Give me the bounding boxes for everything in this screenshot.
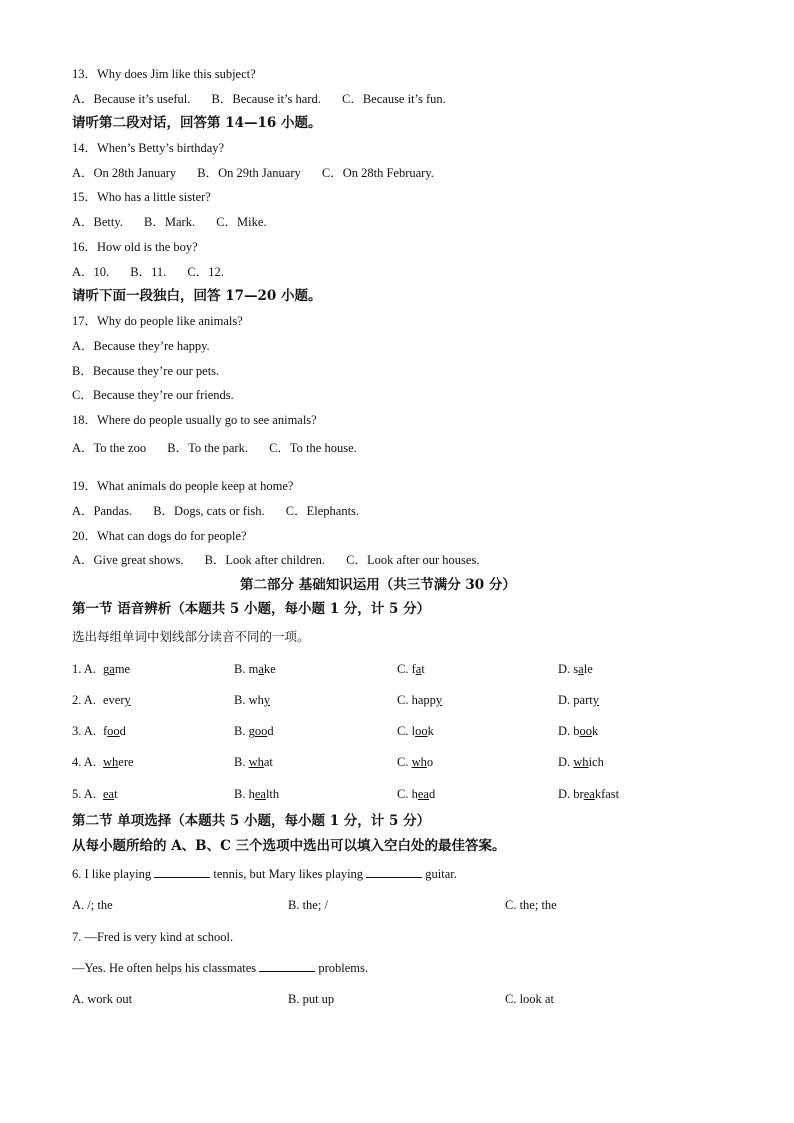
question-16-stem: 16．How old is the boy?	[72, 240, 198, 254]
phonics-option-a: every	[103, 693, 131, 707]
underlined-letters: a	[258, 662, 264, 676]
option-c: C．To the house.	[269, 441, 357, 455]
phonics-option-d: D. which	[558, 755, 604, 769]
question-14-options	[72, 165, 434, 181]
section-2-title: 第二节 单项选择（本题共 5 小题，每小题 1 分，计 5 分）	[72, 813, 431, 829]
underlined-letters: ea	[254, 787, 266, 801]
option-b: B．On 29th January	[197, 166, 301, 180]
underlined-letters: y	[435, 693, 443, 707]
question-18-options	[72, 440, 357, 456]
phonics-option-a: food	[103, 724, 126, 738]
phonics-option-a: where	[103, 755, 134, 769]
option-c: C. the; the	[505, 898, 557, 912]
phonics-option-b: B. good	[234, 724, 274, 738]
question-7-stem: 7. —Fred is very kind at school.	[72, 930, 234, 944]
underlined-letters: a	[578, 662, 584, 676]
phonics-option-b: B. make	[234, 662, 276, 676]
underlined-letters: y	[592, 693, 599, 707]
underlined-letters: wh	[248, 755, 264, 769]
phonics-number: 5. A.	[72, 787, 96, 801]
option-c: C．On 28th February.	[321, 166, 434, 180]
stem-part: guitar.	[422, 867, 457, 881]
underlined-letters: ea	[583, 787, 595, 801]
phonics-option-c: C. who	[397, 755, 434, 769]
option-a: A. /; the	[72, 898, 113, 912]
phonics-option-a: game	[103, 662, 131, 676]
phonics-option-c: C. head	[397, 787, 436, 801]
part-title: 第二部分 基础知识运用（共三节满分 30 分）	[240, 577, 516, 593]
stem-part: —Yes. He often helps his classmates	[72, 961, 260, 975]
phonics-option-d: D. book	[558, 724, 599, 738]
underlined-letters: y	[263, 693, 271, 707]
answer-blank	[259, 961, 315, 972]
phonics-number: 3. A.	[72, 724, 96, 738]
question-19-options	[72, 503, 359, 519]
phonics-number: 4. A.	[72, 755, 96, 769]
phonics-option-c: C. fat	[397, 662, 425, 676]
phonics-number: 1. A.	[72, 662, 96, 676]
underlined-letters: wh	[411, 755, 427, 769]
phonics-option-c: C. happy	[397, 693, 443, 707]
section-heading: 请听下面一段独白，回答 17—20 小题。	[72, 288, 322, 304]
answer-blank	[366, 867, 422, 878]
phonics-number: 2. A.	[72, 693, 96, 707]
phonics-option-d: D. breakfast	[558, 787, 620, 801]
option-b: B．Mark.	[144, 215, 196, 229]
underlined-letters: oo	[415, 724, 428, 738]
underlined-letters: wh	[573, 755, 589, 769]
underlined-letters: oo	[254, 724, 268, 738]
question-13-stem: 13．Why does Jim like this subject?	[72, 67, 256, 81]
stem-part: 6. I like playing	[72, 867, 155, 881]
underlined-letters: wh	[103, 755, 119, 769]
phonics-option-b: B. what	[234, 755, 273, 769]
option-a: A. work out	[72, 992, 133, 1006]
option-c: C．12.	[187, 265, 224, 279]
section-heading: 请听第二段对话，回答第 14—16 小题。	[72, 115, 322, 131]
phonics-option-d: D. party	[558, 693, 599, 707]
option-b: B．Because it’s hard.	[211, 92, 321, 106]
phonics-option-b: B. health	[234, 787, 280, 801]
underlined-letters: a	[415, 662, 422, 676]
option-a: A．To the zoo	[72, 441, 147, 455]
question-19-stem: 19．What animals do people keep at home?	[72, 479, 294, 493]
option-c: C. look at	[505, 992, 554, 1006]
option-a: A．Betty.	[72, 215, 123, 229]
option-b: B. the; /	[288, 898, 328, 912]
question-20-stem: 20．What can dogs do for people?	[72, 529, 247, 543]
underlined-letters: oo	[579, 724, 593, 738]
underlined-letters: y	[124, 693, 131, 707]
question-16-options	[72, 264, 224, 280]
option-c: C．Because they’re our friends.	[72, 388, 234, 402]
option-a: A．Because they’re happy.	[72, 339, 210, 353]
option-c: C．Elephants.	[285, 504, 360, 518]
option-a: A．10.	[72, 265, 110, 279]
answer-blank	[154, 867, 210, 878]
stem-part: problems.	[315, 961, 369, 975]
option-b: B．Because they’re our pets.	[72, 364, 220, 378]
underlined-letters: oo	[107, 724, 120, 738]
stem-part: tennis, but Mary likes playing	[210, 867, 367, 881]
question-15-options	[72, 214, 267, 230]
option-b: B．11.	[130, 265, 167, 279]
option-c: C．Look after our houses.	[346, 553, 480, 567]
question-6-stem	[72, 866, 457, 882]
option-b: B．Look after children.	[204, 553, 326, 567]
phonics-option-b: B. why	[234, 693, 271, 707]
section-1-instruction: 选出每组单词中划线部分读音不同的一项。	[72, 629, 310, 644]
option-a: A．Pandas.	[72, 504, 133, 518]
question-20-options	[72, 552, 479, 568]
question-15-stem: 15．Who has a little sister?	[72, 190, 211, 204]
section-2-instruction: 从每小题所给的 A、B、C 三个选项中选出可以填入空白处的最佳答案。	[72, 838, 506, 854]
question-13-options	[72, 91, 446, 107]
question-17-stem: 17．Why do people like animals?	[72, 314, 243, 328]
question-18-stem: 18．Where do people usually go to see animals?	[72, 413, 317, 427]
question-14-stem: 14．When’s Betty’s birthday?	[72, 141, 225, 155]
option-a: A．Give great shows.	[72, 553, 184, 567]
option-c: C．Mike.	[216, 215, 267, 229]
underlined-letters: ea	[417, 787, 429, 801]
phonics-option-d: D. sale	[558, 662, 593, 676]
question-7-reply	[72, 960, 368, 976]
option-b: B. put up	[288, 992, 335, 1006]
section-1-title: 第一节 语音辨析（本题共 5 小题，每小题 1 分，计 5 分）	[72, 601, 431, 617]
underlined-letters: a	[109, 662, 115, 676]
option-a: A．Because it’s useful.	[72, 92, 191, 106]
option-c: C．Because it’s fun.	[342, 92, 446, 106]
phonics-option-c: C. look	[397, 724, 434, 738]
option-a: A．On 28th January	[72, 166, 177, 180]
option-b: B．To the park.	[167, 441, 248, 455]
phonics-option-a: eat	[103, 787, 118, 801]
underlined-letters: ea	[103, 787, 115, 801]
option-b: B．Dogs, cats or fish.	[153, 504, 265, 518]
